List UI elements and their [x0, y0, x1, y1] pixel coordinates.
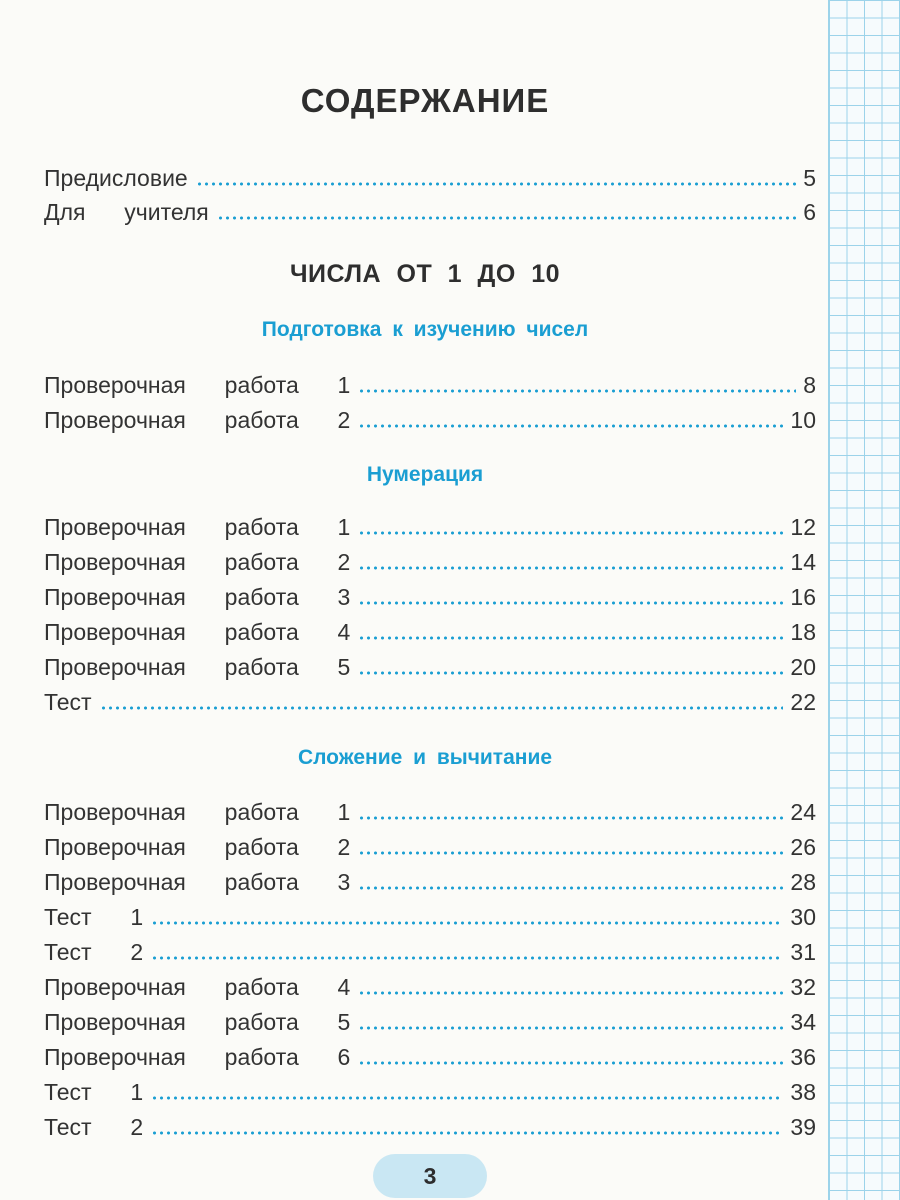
dot-leader	[151, 1096, 783, 1100]
toc-entry[interactable]	[44, 1006, 816, 1036]
page-number: 3	[423, 1163, 437, 1189]
dot-leader	[358, 531, 783, 535]
toc-entry[interactable]	[44, 369, 816, 399]
dot-leader	[358, 601, 783, 605]
dot-leader	[358, 851, 783, 855]
part-title: ЧИСЛА ОТ 1 ДО 10	[289, 260, 561, 288]
toc-entry-page: 24	[790, 799, 816, 825]
toc-entry-label: Тест 2	[44, 939, 144, 965]
toc-entry-page: 31	[790, 939, 816, 965]
dot-leader	[358, 424, 783, 428]
toc-entry-page: 8	[803, 372, 816, 398]
toc-entry-label: Проверочная работа 1	[44, 799, 351, 825]
toc-entry-label: Проверочная работа 2	[44, 407, 351, 433]
toc-entry-page: 22	[790, 689, 816, 715]
dot-leader	[358, 991, 783, 995]
toc-entry[interactable]	[44, 162, 816, 192]
toc-entry[interactable]	[44, 901, 816, 931]
toc-entry-label: Предисловие	[44, 165, 188, 191]
dot-leader	[358, 671, 783, 675]
section-title: Сложение и вычитание	[297, 746, 553, 769]
toc-entry[interactable]	[44, 796, 816, 826]
toc-entry[interactable]	[44, 511, 816, 541]
toc-entry-page: 26	[790, 834, 816, 860]
dot-leader	[151, 1131, 783, 1135]
toc-entry-label: Тест 2	[44, 1114, 144, 1140]
section-title: Подготовка к изучению чисел	[261, 318, 589, 341]
toc-entry-page: 10	[790, 407, 816, 433]
toc-entry-page: 14	[790, 549, 816, 575]
toc-entry-label: Тест 1	[44, 1079, 144, 1105]
toc-entry-label: Проверочная работа 4	[44, 974, 351, 1000]
toc-entry-label: Тест	[44, 689, 92, 715]
toc-entry-page: 18	[790, 619, 816, 645]
toc-entry-page: 28	[790, 869, 816, 895]
dot-leader	[358, 389, 796, 393]
toc-entry[interactable]	[44, 651, 816, 681]
toc-entry[interactable]	[44, 831, 816, 861]
dot-leader	[151, 921, 783, 925]
toc-entry[interactable]	[44, 546, 816, 576]
toc-entry[interactable]	[44, 616, 816, 646]
toc-entry-label: Проверочная работа 2	[44, 834, 351, 860]
toc-entry[interactable]	[44, 686, 816, 716]
dot-leader	[217, 216, 796, 220]
toc-entry[interactable]	[44, 404, 816, 434]
toc-entry-page: 5	[803, 165, 816, 191]
dot-leader	[358, 1026, 783, 1030]
toc-entry-label: Для учителя	[44, 199, 209, 225]
toc-entry-page: 38	[790, 1079, 816, 1105]
toc-entry-label: Проверочная работа 1	[44, 514, 351, 540]
toc-entry-label: Проверочная работа 3	[44, 584, 351, 610]
toc-entry-label: Проверочная работа 5	[44, 1009, 351, 1035]
toc-entry[interactable]	[44, 1041, 816, 1071]
dot-leader	[196, 182, 796, 186]
dot-leader	[151, 956, 783, 960]
toc-entry-page: 32	[790, 974, 816, 1000]
dot-leader	[358, 566, 783, 570]
toc-entry[interactable]	[44, 581, 816, 611]
section-title: Нумерация	[366, 463, 484, 486]
toc-entry-label: Проверочная работа 5	[44, 654, 351, 680]
toc-entry[interactable]	[44, 1076, 816, 1106]
toc-entry-page: 30	[790, 904, 816, 930]
toc-entry-label: Проверочная работа 6	[44, 1044, 351, 1070]
toc-entry-label: Проверочная работа 1	[44, 372, 351, 398]
toc-entry-label: Тест 1	[44, 904, 144, 930]
dot-leader	[358, 816, 783, 820]
dot-leader	[100, 706, 784, 710]
toc-entry[interactable]	[44, 196, 816, 226]
toc-entry[interactable]	[44, 866, 816, 896]
dot-leader	[358, 886, 783, 890]
dot-leader	[358, 636, 783, 640]
page-number-badge	[373, 1154, 487, 1198]
grid-margin	[828, 0, 900, 1200]
toc-entry-page: 39	[790, 1114, 816, 1140]
toc-entry-label: Проверочная работа 2	[44, 549, 351, 575]
toc-entry-page: 6	[803, 199, 816, 225]
toc-entry-page: 36	[790, 1044, 816, 1070]
toc-entry-label: Проверочная работа 3	[44, 869, 351, 895]
toc-entry[interactable]	[44, 971, 816, 1001]
toc-entry[interactable]	[44, 1111, 816, 1141]
page-title: СОДЕРЖАНИЕ	[300, 82, 550, 119]
toc-entry[interactable]	[44, 936, 816, 966]
toc-entry-page: 34	[790, 1009, 816, 1035]
toc-entry-page: 16	[790, 584, 816, 610]
toc-entry-page: 12	[790, 514, 816, 540]
dot-leader	[358, 1061, 783, 1065]
toc-entry-page: 20	[790, 654, 816, 680]
toc-entry-label: Проверочная работа 4	[44, 619, 351, 645]
